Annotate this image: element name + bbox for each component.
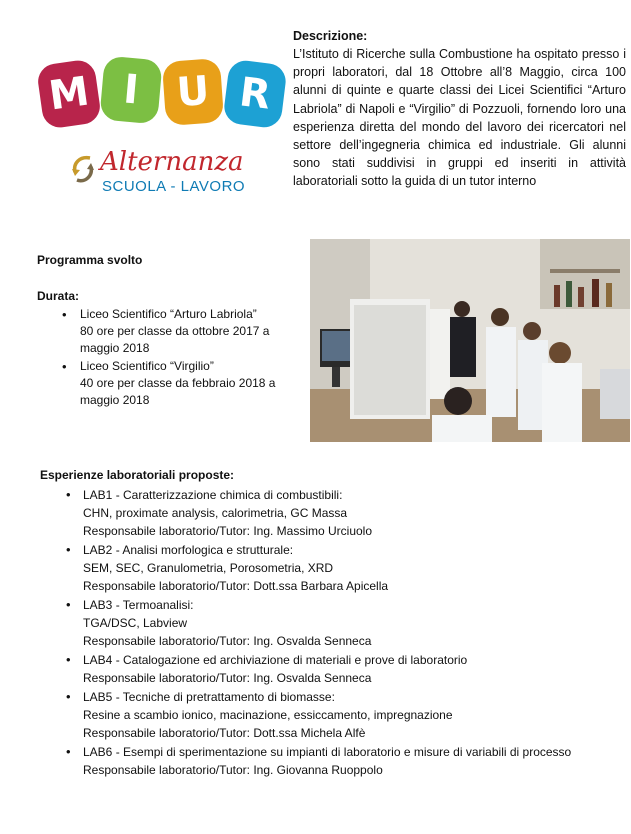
scuola-lavoro-wordmark: SCUOLA - LAVORO [102,178,246,195]
lab-tutor: Responsabile laboratorio/Tutor: Ing. Osvalda Senneca [83,634,372,648]
logo-letter-m: M [36,58,102,129]
lab-list [66,486,586,780]
liceo-name: • Liceo Scientifico “Virgilio” [80,359,214,373]
logo-letter-i: I [99,56,162,125]
lab-photo-illustration [310,239,630,442]
lab-tutor: Responsabile laboratorio/Tutor: Dott.ssa Michela Alfè [83,726,366,740]
lab-title: • LAB5 - Tecniche di pretrattamento di biomasse: [83,690,335,704]
esperienze-heading: Esperienze laboratoriali proposte: [40,468,235,482]
list-item [62,358,312,409]
lab-item [66,596,586,650]
list-item [62,306,312,357]
lab-tutor: Responsabile laboratorio/Tutor: Dott.ssa Barbara Apicella [83,579,389,593]
alternanza-wordmark: Alternanza [100,147,244,177]
lab-detail: SEM, SEC, Granulometria, Porosometria, XRD [83,561,334,575]
lab-title: • LAB1 - Caratterizzazione chimica di combustibili: [83,488,343,502]
lab-item [66,486,586,540]
descrizione-text: L’Istituto di Ricerche sulla Combustione ha ospitato presso i propri laboratori, dal 18 Ottobre all’8 Maggio, circa 100 alunni di quinte e quarte classi dei Licei Scientifici “Arturo Labriola” di Napoli e “Virgilio” di Pozzuoli, fornendo loro una esperienza diretta del mondo del lavoro dei ricercatori nel settore dell’ingegneria chimica ed industriale. Gli alunni sono stati suddivisi in gruppi ed inseriti in attività laboratoriali sotto la guida di un tutor interno [293,47,626,189]
lab-title: • LAB4 - Catalogazione ed archiviazione di materiali e prove di laboratorio [83,653,468,667]
lab-item [66,651,586,687]
durata-heading: Durata: [37,289,80,303]
lab-title: • LAB2 - Analisi morfologica e strutturale: [83,543,294,557]
cycle-arrows-icon [70,154,96,184]
miur-logo [38,56,288,136]
miur-alternanza-logo [38,56,288,206]
lab-tutor: Responsabile laboratorio/Tutor: Ing. Massimo Urciuolo [83,524,373,538]
liceo-hours: 40 ore per classe da febbraio 2018 a maggio 2018 [80,376,276,407]
lab-title: • LAB6 - Esempi di sperimentazione su impianti di laboratorio e misure di variabili di processo [83,745,572,759]
logo-letter-u: U [162,58,224,126]
lab-detail: TGA/DSC, Labview [83,616,188,630]
lab-item [66,743,586,779]
lab-detail: Resine a scambio ionico, macinazione, essiccamento, impregnazione [83,708,453,722]
lab-tutor: Responsabile laboratorio/Tutor: Ing. Giovanna Ruoppolo [83,763,383,777]
programma-heading: Programma svolto [37,253,143,267]
lab-detail: CHN, proximate analysis, calorimetria, GC Massa [83,506,348,520]
liceo-name: • Liceo Scientifico “Arturo Labriola” [80,307,257,321]
lab-item [66,688,586,742]
descrizione-heading: Descrizione: [293,29,368,43]
alternanza-logo [70,148,280,198]
lab-tutor: Responsabile laboratorio/Tutor: Ing. Osvalda Senneca [83,671,372,685]
durata-list [62,306,312,410]
lab-title: • LAB3 - Termoanalisi: [83,598,194,612]
lab-photo [310,239,630,442]
lab-item [66,541,586,595]
logo-letter-r: R [222,59,287,130]
liceo-hours: 80 ore per classe da ottobre 2017 a maggio 2018 [80,324,270,355]
